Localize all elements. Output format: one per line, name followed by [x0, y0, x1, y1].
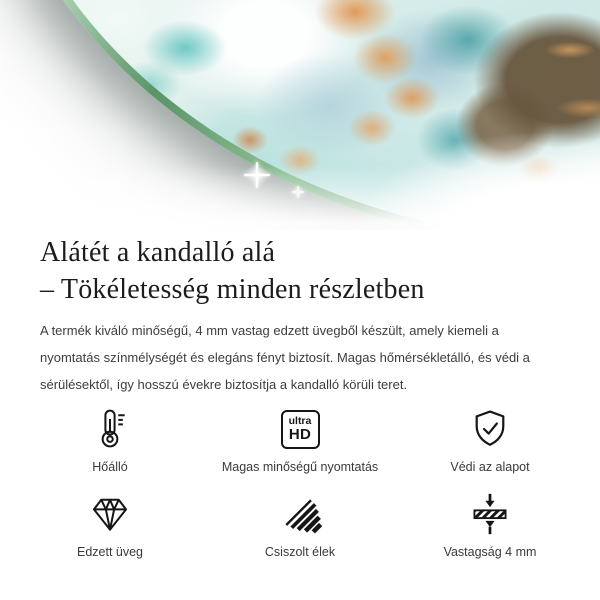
feature-label: Védi az alapot [450, 460, 530, 474]
feature-thickness [395, 491, 585, 560]
product-description: A termék kiváló minőségű, 4 mm vastag edzett üvegből készült, amely kiemeli a nyomtatás színmélységét és elegáns fényt biztosít. Magas hőmérsékletálló, és védi a sérülésektől, így hosszú évekre biztosítja a kandalló körüli teret. [40, 323, 530, 392]
page-title-line1: Alátét a kandalló alá [40, 237, 276, 268]
product-hero-image [0, 0, 600, 230]
ultra-hd-badge-icon [281, 406, 320, 452]
diamond-icon [88, 491, 132, 537]
thermometer-icon [88, 406, 132, 452]
feature-polished-edges [205, 491, 395, 560]
page-title-line2: – Tökéletesség minden részletben [40, 274, 425, 305]
shield-check-icon [468, 406, 512, 452]
feature-tempered-glass [15, 491, 205, 560]
feature-label: Hőálló [92, 460, 128, 474]
thickness-arrows-icon [468, 491, 512, 537]
feature-heat-resistant [15, 406, 205, 475]
feature-label: Edzett üveg [76, 545, 143, 559]
feature-grid [15, 406, 585, 560]
page-title [40, 234, 560, 308]
ultra-hd-badge-bottom-text: HD [288, 426, 312, 443]
feature-label: Csiszolt élek [264, 545, 336, 559]
ultra-hd-badge-top-text: ultra [288, 415, 312, 427]
product-info-section [0, 234, 600, 560]
polished-edges-icon [278, 491, 322, 537]
feature-label: Vastagság 4 mm [443, 545, 537, 559]
feature-label: Magas minőségű nyomtatás [221, 460, 379, 474]
feature-protects-base [395, 406, 585, 475]
feature-high-quality-print [205, 406, 395, 475]
photo-white-fade [0, 0, 600, 230]
